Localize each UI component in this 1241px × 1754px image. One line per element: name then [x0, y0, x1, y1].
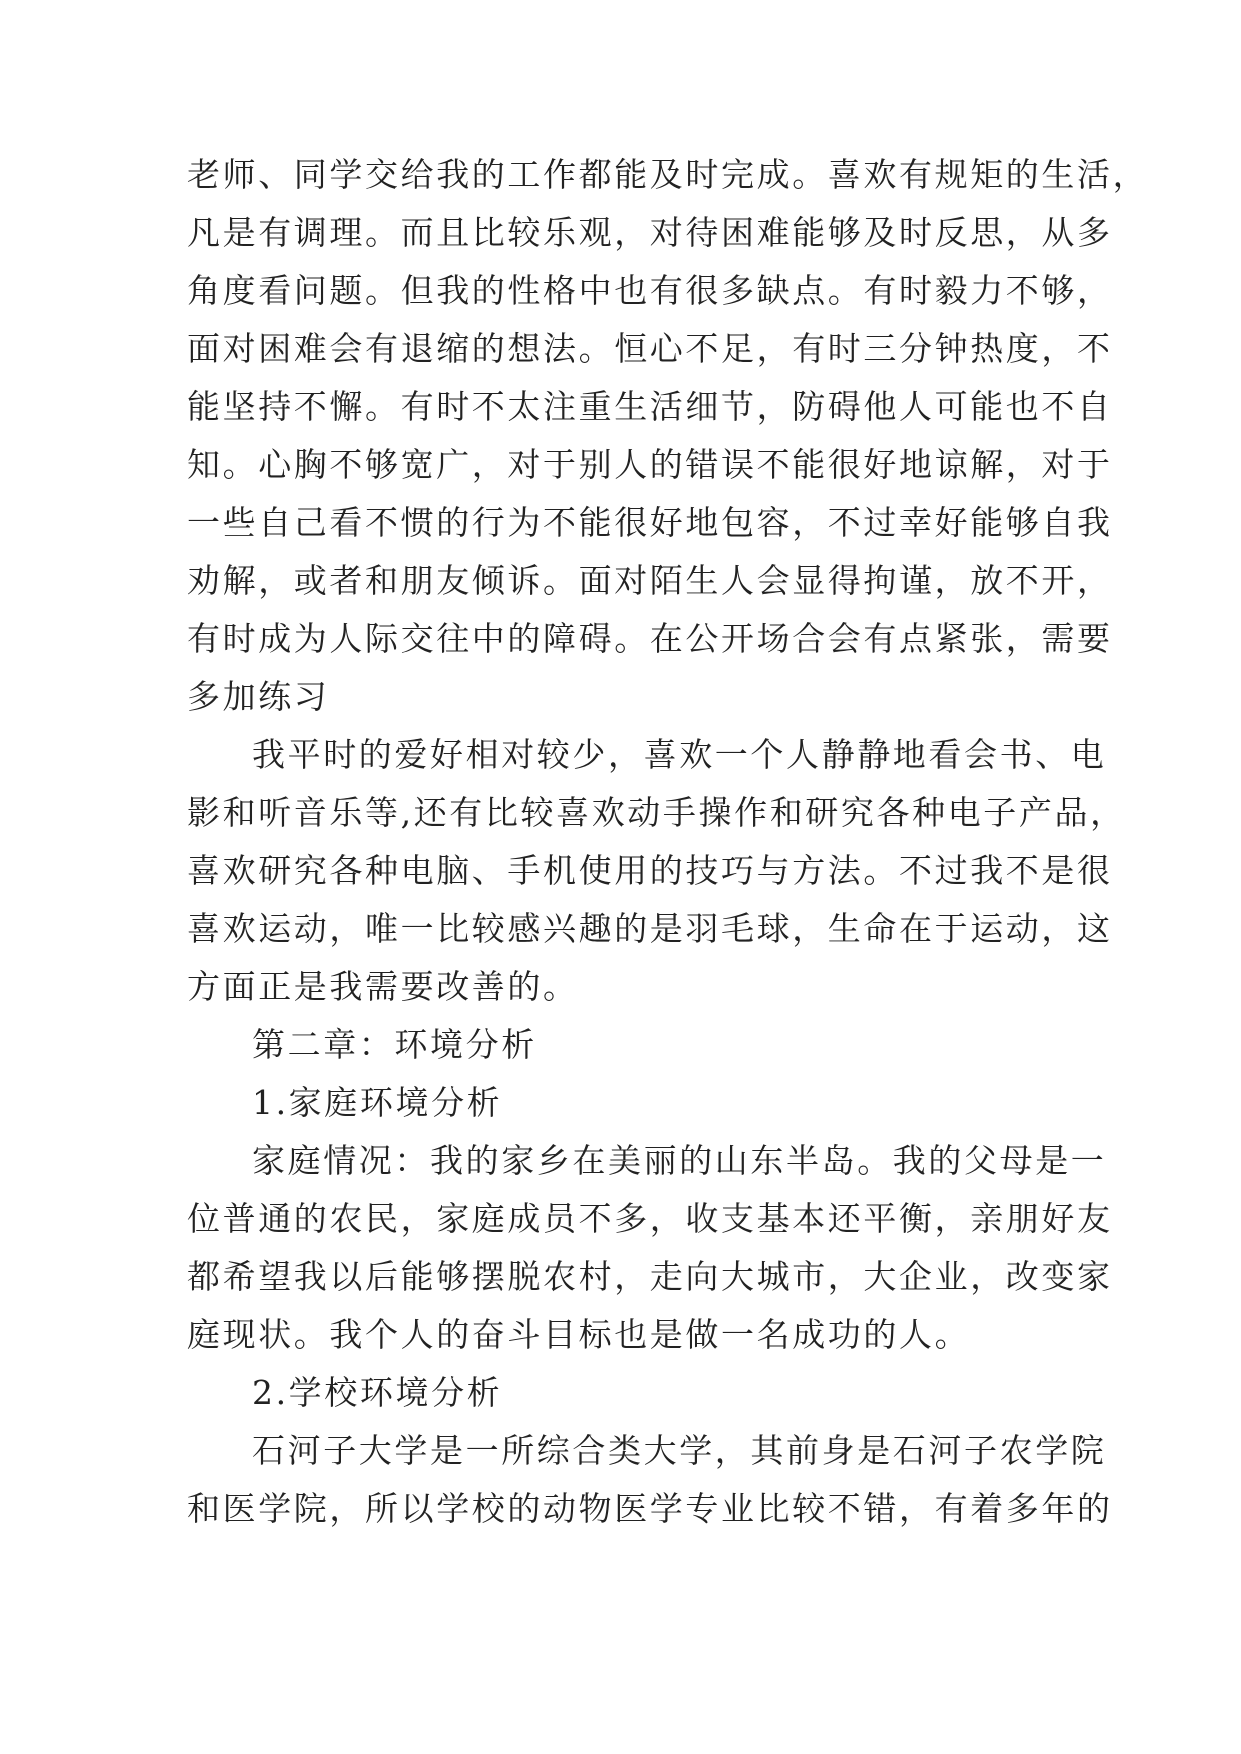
text-line-4: 面对困难会有退缩的想法。恒心不足，有时三分钟热度，不 — [187, 329, 1113, 368]
text-line-3: 角度看问题。但我的性格中也有很多缺点。有时毅力不够， — [187, 271, 1113, 310]
text-line-7: 一些自己看不惯的行为不能很好地包容，不过幸好能够自我 — [187, 503, 1113, 542]
text-line-10: 多加练习 — [187, 677, 330, 716]
paragraph-hobbies-line-4: 喜欢运动，唯一比较感兴趣的是羽毛球，生命在于运动，这 — [187, 909, 1113, 948]
text-line-1: 老师、同学交给我的工作都能及时完成。喜欢有规矩的生活， — [187, 155, 1149, 194]
paragraph-family-line-4: 庭现状。我个人的奋斗目标也是做一名成功的人。 — [187, 1315, 971, 1354]
section-heading-family: 1.家庭环境分析 — [252, 1083, 503, 1122]
paragraph-family-line-1: 家庭情况：我的家乡在美丽的山东半岛。我的父母是一 — [252, 1141, 1107, 1180]
paragraph-hobbies-line-1: 我平时的爱好相对较少，喜欢一个人静静地看会书、电 — [252, 735, 1107, 774]
paragraph-family-line-2: 位普通的农民，家庭成员不多，收支基本还平衡，亲朋好友 — [187, 1199, 1113, 1238]
paragraph-hobbies-line-2: 影和听音乐等,还有比较喜欢动手操作和研究各种电子产品， — [187, 793, 1126, 832]
paragraph-hobbies-line-5: 方面正是我需要改善的。 — [187, 967, 579, 1006]
chapter-heading: 第二章：环境分析 — [252, 1025, 537, 1064]
paragraph-school-line-2: 和医学院，所以学校的动物医学专业比较不错，有着多年的 — [187, 1489, 1113, 1528]
text-line-5: 能坚持不懈。有时不太注重生活细节，防碍他人可能也不自 — [187, 387, 1113, 426]
section-heading-school: 2.学校环境分析 — [252, 1373, 503, 1412]
text-line-2: 凡是有调理。而且比较乐观，对待困难能够及时反思，从多 — [187, 213, 1113, 252]
text-line-9: 有时成为人际交往中的障碍。在公开场合会有点紧张，需要 — [187, 619, 1113, 658]
paragraph-school-line-1: 石河子大学是一所综合类大学，其前身是石河子农学院 — [252, 1431, 1107, 1470]
paragraph-hobbies-line-3: 喜欢研究各种电脑、手机使用的技巧与方法。不过我不是很 — [187, 851, 1113, 890]
text-line-8: 劝解，或者和朋友倾诉。面对陌生人会显得拘谨，放不开， — [187, 561, 1113, 600]
paragraph-family-line-3: 都希望我以后能够摆脱农村，走向大城市，大企业，改变家 — [187, 1257, 1113, 1296]
text-line-6: 知。心胸不够宽广，对于别人的错误不能很好地谅解，对于 — [187, 445, 1113, 484]
